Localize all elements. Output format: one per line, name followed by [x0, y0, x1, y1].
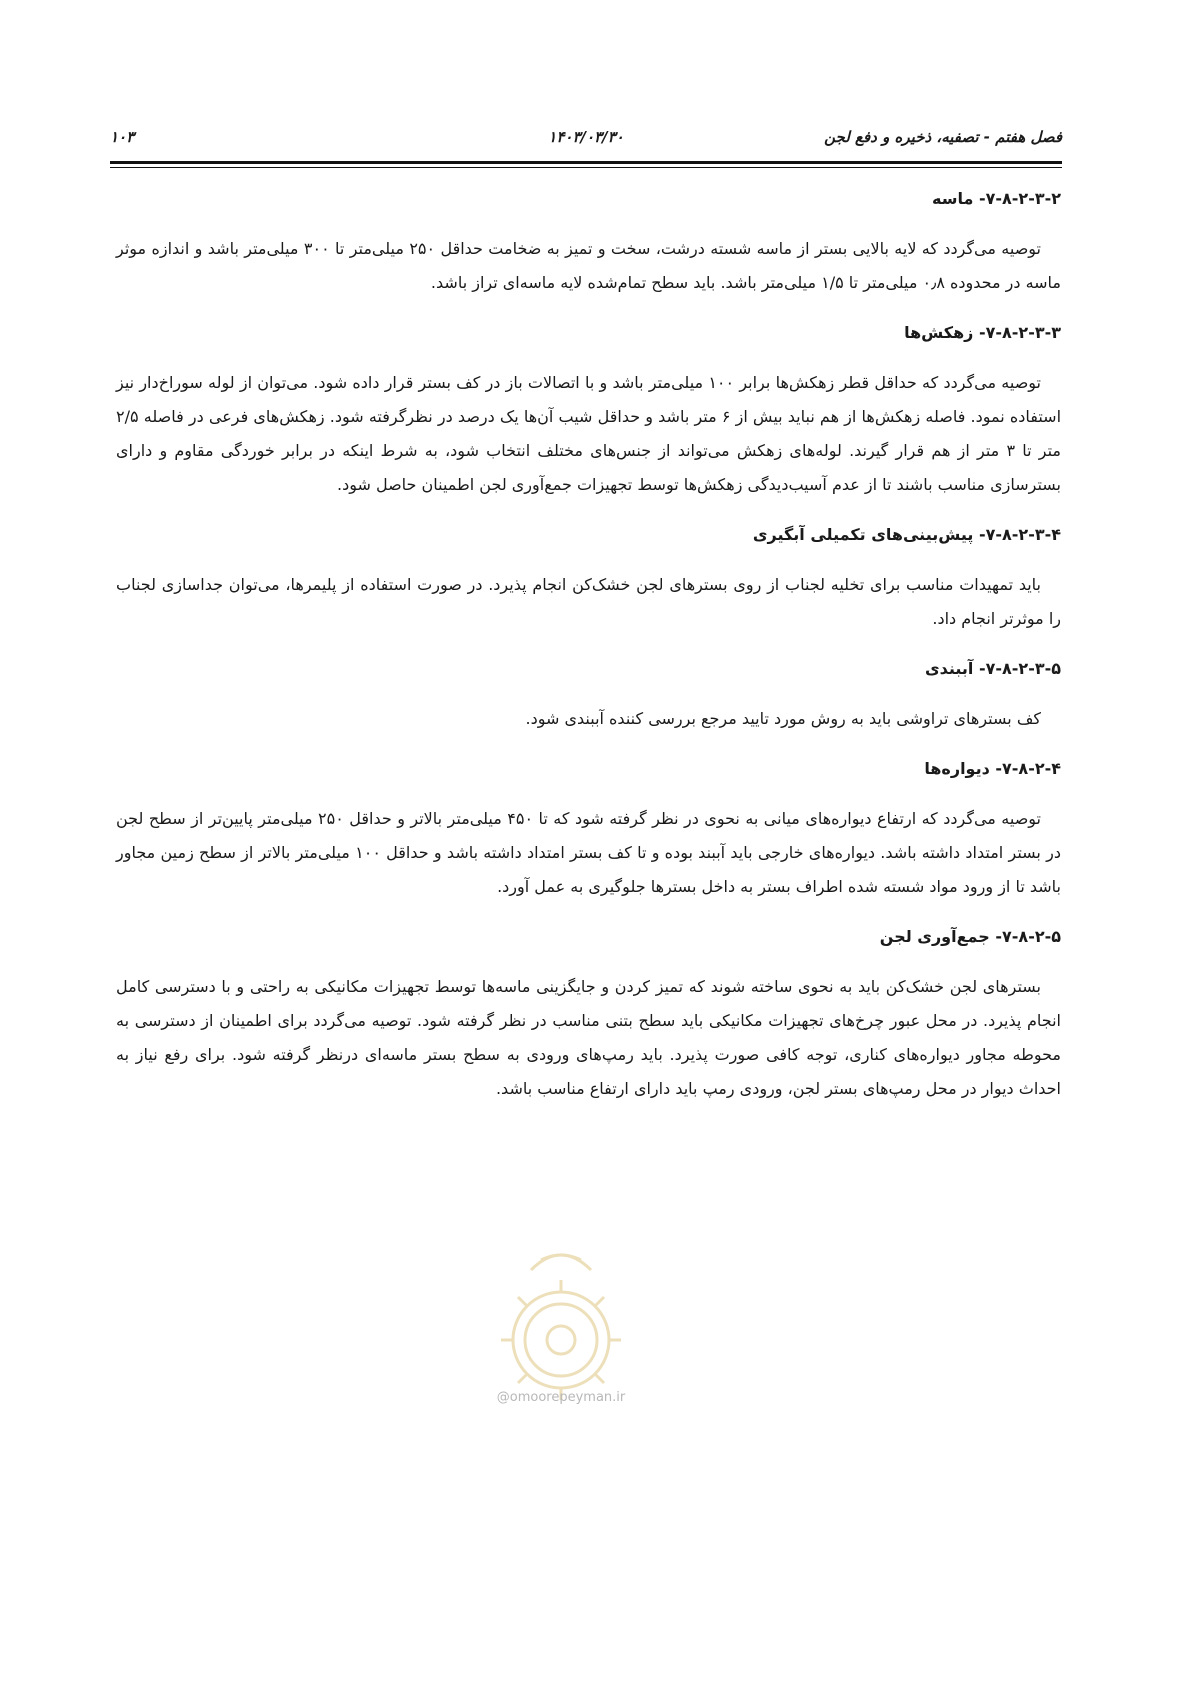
body-content: [116, 186, 1061, 1126]
watermark-url: @omoorepeyman.ir: [496, 1390, 626, 1405]
watermark-logo-icon: [496, 1230, 626, 1410]
header-rule-thick: [110, 161, 1062, 164]
header-date: ۱۴۰۳/۰۳/۳۰: [548, 128, 624, 146]
section-heading-sealing: ۷-۸-۲-۳-۵- آببندی: [924, 659, 1061, 678]
section-paragraph-drains: توصیه می‌گردد که حداقل قطر زهکش‌ها برابر ۱۰۰ میلی‌متر باشد و با اتصالات باز در کف بستر قرار داده شود. می‌توان از لوله سوراخ‌دار نیز استفاده نمود. فاصله زهکش‌ها از هم نباید بیش از ۶ متر باشد و حداقل شیب آن‌ها یک درصد در نظرگرفته شود. زهکش‌های فرعی در فاصله ۲/۵ متر تا ۳ متر از هم قرار گیرند. لوله‌های زهکش می‌تواند از جنس‌های مختلف انتخاب شود، به شرط اینکه در برابر خوردگی مقاوم و دارای بسترسازی مناسب باشند تا از عدم آسیب‌دیدگی زهکش‌ها توسط تجهیزات جمع‌آوری لجن اطمینان حاصل شود.: [116, 373, 1062, 494]
section-paragraph-dewatering: باید تمهیدات مناسب برای تخلیه لجناب از روی بسترهای لجن خشک‌کن انجام پذیرد. در صورت استفاده از پلیمرها، می‌توان جداسازی لجناب را موثرتر انجام داد.: [116, 575, 1061, 628]
section-heading-walls: ۷-۸-۲-۴- دیواره‌ها: [924, 759, 1061, 778]
section-heading-dewatering: ۷-۸-۲-۳-۴- پیش‌بینی‌های تکمیلی آبگیری: [752, 525, 1061, 544]
page-header: [110, 128, 1062, 158]
header-rule-thin: [110, 167, 1062, 168]
section-paragraph-sand: توصیه می‌گردد که لایه بالایی بستر از ماسه شسته درشت، سخت و تمیز به ضخامت حداقل ۲۵۰ میلی‌متر تا ۳۰۰ میلی‌متر باشد و اندازه موثر ماسه در محدوده ۰٫۸ میلی‌متر تا ۱/۵ میلی‌متر باشد. باید سطح تمام‌شده لایه ماسه‌ای تراز باشد.: [116, 239, 1061, 292]
section-paragraph-sealing: کف بسترهای تراوشی باید به روش مورد تایید مرجع بررسی کننده آببندی شود.: [525, 709, 1041, 728]
section-heading-collection: ۷-۸-۲-۵- جمع‌آوری لجن: [879, 927, 1061, 946]
section-paragraph-collection: بسترهای لجن خشک‌کن باید به نحوی ساخته شوند که تمیز کردن و جایگزینی ماسه‌ها توسط تجهیزات مکانیکی به راحتی و با دسترسی کامل انجام پذیرد. در محل عبور چرخ‌های تجهیزات مکانیکی باید سطح بتنی مناسب در نظر گرفته شود. توصیه می‌گردد برای اطمینان از دسترسی به محوطه مجاور دیواره‌های کناری، توجه کافی صورت پذیرد. باید رمپ‌های ورودی به سطح بستر ماسه‌ای درنظر گرفته شود. برای رفع نیاز به احداث دیوار در محل رمپ‌های بستر لجن، ورودی رمپ باید دارای ارتفاع مناسب باشد.: [116, 977, 1061, 1098]
section-paragraph-walls: توصیه می‌گردد که ارتفاع دیواره‌های میانی به نحوی در نظر گرفته شود که تا ۴۵۰ میلی‌متر بالاتر و حداقل ۲۵۰ میلی‌متر پایین‌تر از سطح لجن در بستر امتداد داشته باشد. دیواره‌های خارجی باید آببند بوده و تا کف بستر امتداد داشته باشد و حداقل ۱۰۰ میلی‌متر بالاتر از سطح زمین مجاور باشد تا از ورود مواد شسته شده اطراف بستر به داخل بسترها جلوگیری به عمل آورد.: [116, 809, 1061, 896]
section-heading-drains: ۷-۸-۲-۳-۳- زهکش‌ها: [904, 323, 1061, 342]
section-heading-sand: ۷-۸-۲-۳-۲- ماسه: [932, 189, 1061, 208]
chapter-title: فصل هفتم - تصفیه، ذخیره و دفع لجن: [824, 128, 1062, 146]
page-number: ۱۰۳: [110, 128, 135, 146]
